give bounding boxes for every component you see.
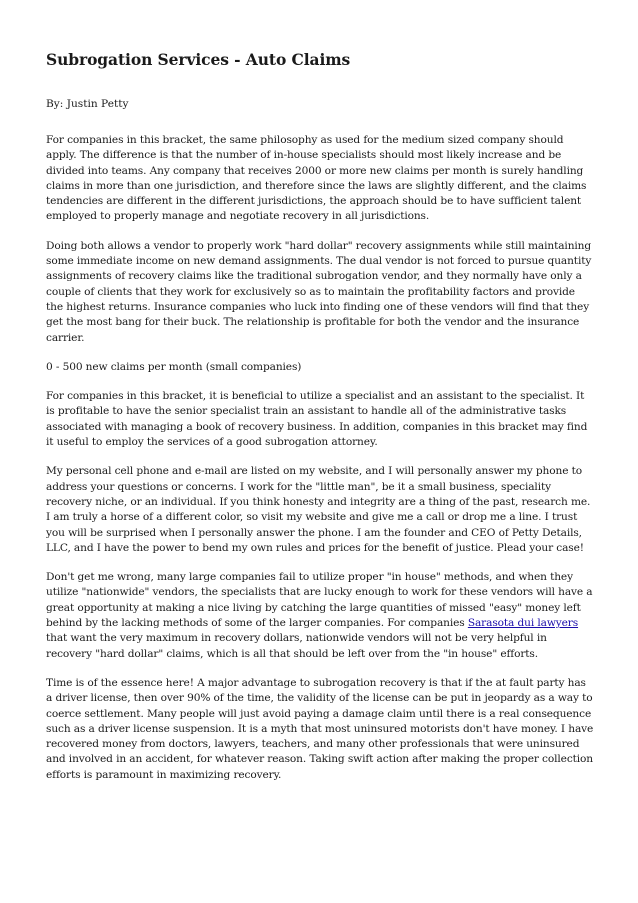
sarasota-dui-lawyers-link[interactable]: Sarasota dui lawyers: [467, 617, 579, 630]
paragraph: Doing both allows a vendor to properly work "hard dollar" recovery assignments while still maintaining some immediate income on new demand assignments. The dual vendor is not forced to pursue quantity assignments of recovery claims like the traditional subrogation vendor, and they normally have only a couple of clients that they work for exclusively so as to maintain the profitability factors and provide the highest returns. Insurance companies who luck into finding one of these vendors will find that they get the most bang for their buck. The relationship is profitable for both the vendor and the insurance carrier.: [46, 239, 592, 344]
paragraph: For companies in this bracket, it is beneficial to utilize a specialist and an assistant to the specialist. It is profitable to have the senior specialist train an assistant to handle all of the administrative tasks associated with managing a book of recovery business. In addition, companies in this bracket may find it useful to employ the services of a good subrogation attorney.: [46, 390, 588, 449]
paragraph: Time is of the essence here! A major advantage to subrogation recovery is that if the at fault party has a driver license, then over 90% of the time, the validity of the license can be put in jeopardy as a way to coerce settlement. Many people will just avoid paying a damage claim until there is a real consequence such as a driver license suspension. It is a myth that most uninsured motorists don't have money. I have recovered money from doctors, lawyers, teachers, and many other professionals that were uninsured and involved in an accident, for whatever reason. Taking swift action after making the proper collection efforts is paramount in maximizing recovery.: [46, 676, 594, 781]
paragraph-with-link: [46, 570, 594, 662]
document-page: [46, 50, 594, 797]
author-byline: By: Justin Petty: [46, 98, 129, 110]
paragraph: For companies in this bracket, the same philosophy as used for the medium sized company should apply. The difference is that the number of in-house specialists should most likely increase and be divided into teams. Any company that receives 2000 or more new claims per month is surely handling claims in more than one jurisdiction, and therefore since the laws are slightly different, and the claims tendencies are different in the different jurisdictions, the approach should be to have sufficient talent employed to properly manage and negotiate recovery in all jurisdictions.: [46, 134, 587, 223]
paragraph-text: that want the very maximum in recovery dollars, nationwide vendors will not be very helpful in recovery "hard dollar" claims, which is all that should be left over from the "in house" efforts.: [46, 632, 547, 660]
paragraph: My personal cell phone and e-mail are listed on my website, and I will personally answer my phone to address your questions or concerns. I work for the "little man", be it a small business, speciality recovery niche, or an individual. If you think honesty and integrity are a thing of the past, research me. I am truly a horse of a different color, so visit my website and give me a call or drop me a line. I trust you will be surprised when I personally answer the phone. I am the founder and CEO of Petty Details, LLC, and I have the power to bend my own rules and prices for the benefit of justice. Plead your case!: [46, 465, 591, 554]
document-title: Subrogation Services - Auto Claims: [46, 50, 351, 69]
paragraph-text: Don't get me wrong, many large companies fail to utilize proper "in house" methods, and when they utilize "nationwide" vendors, the specialists that are lucky enough to work for these vendors will have a great opportunity at making a nice living by catching the large quantities of missed "easy" money left behind by the lacking methods of some of the larger companies. For companies: [46, 571, 593, 630]
section-heading: 0 - 500 new claims per month (small companies): [46, 360, 302, 373]
